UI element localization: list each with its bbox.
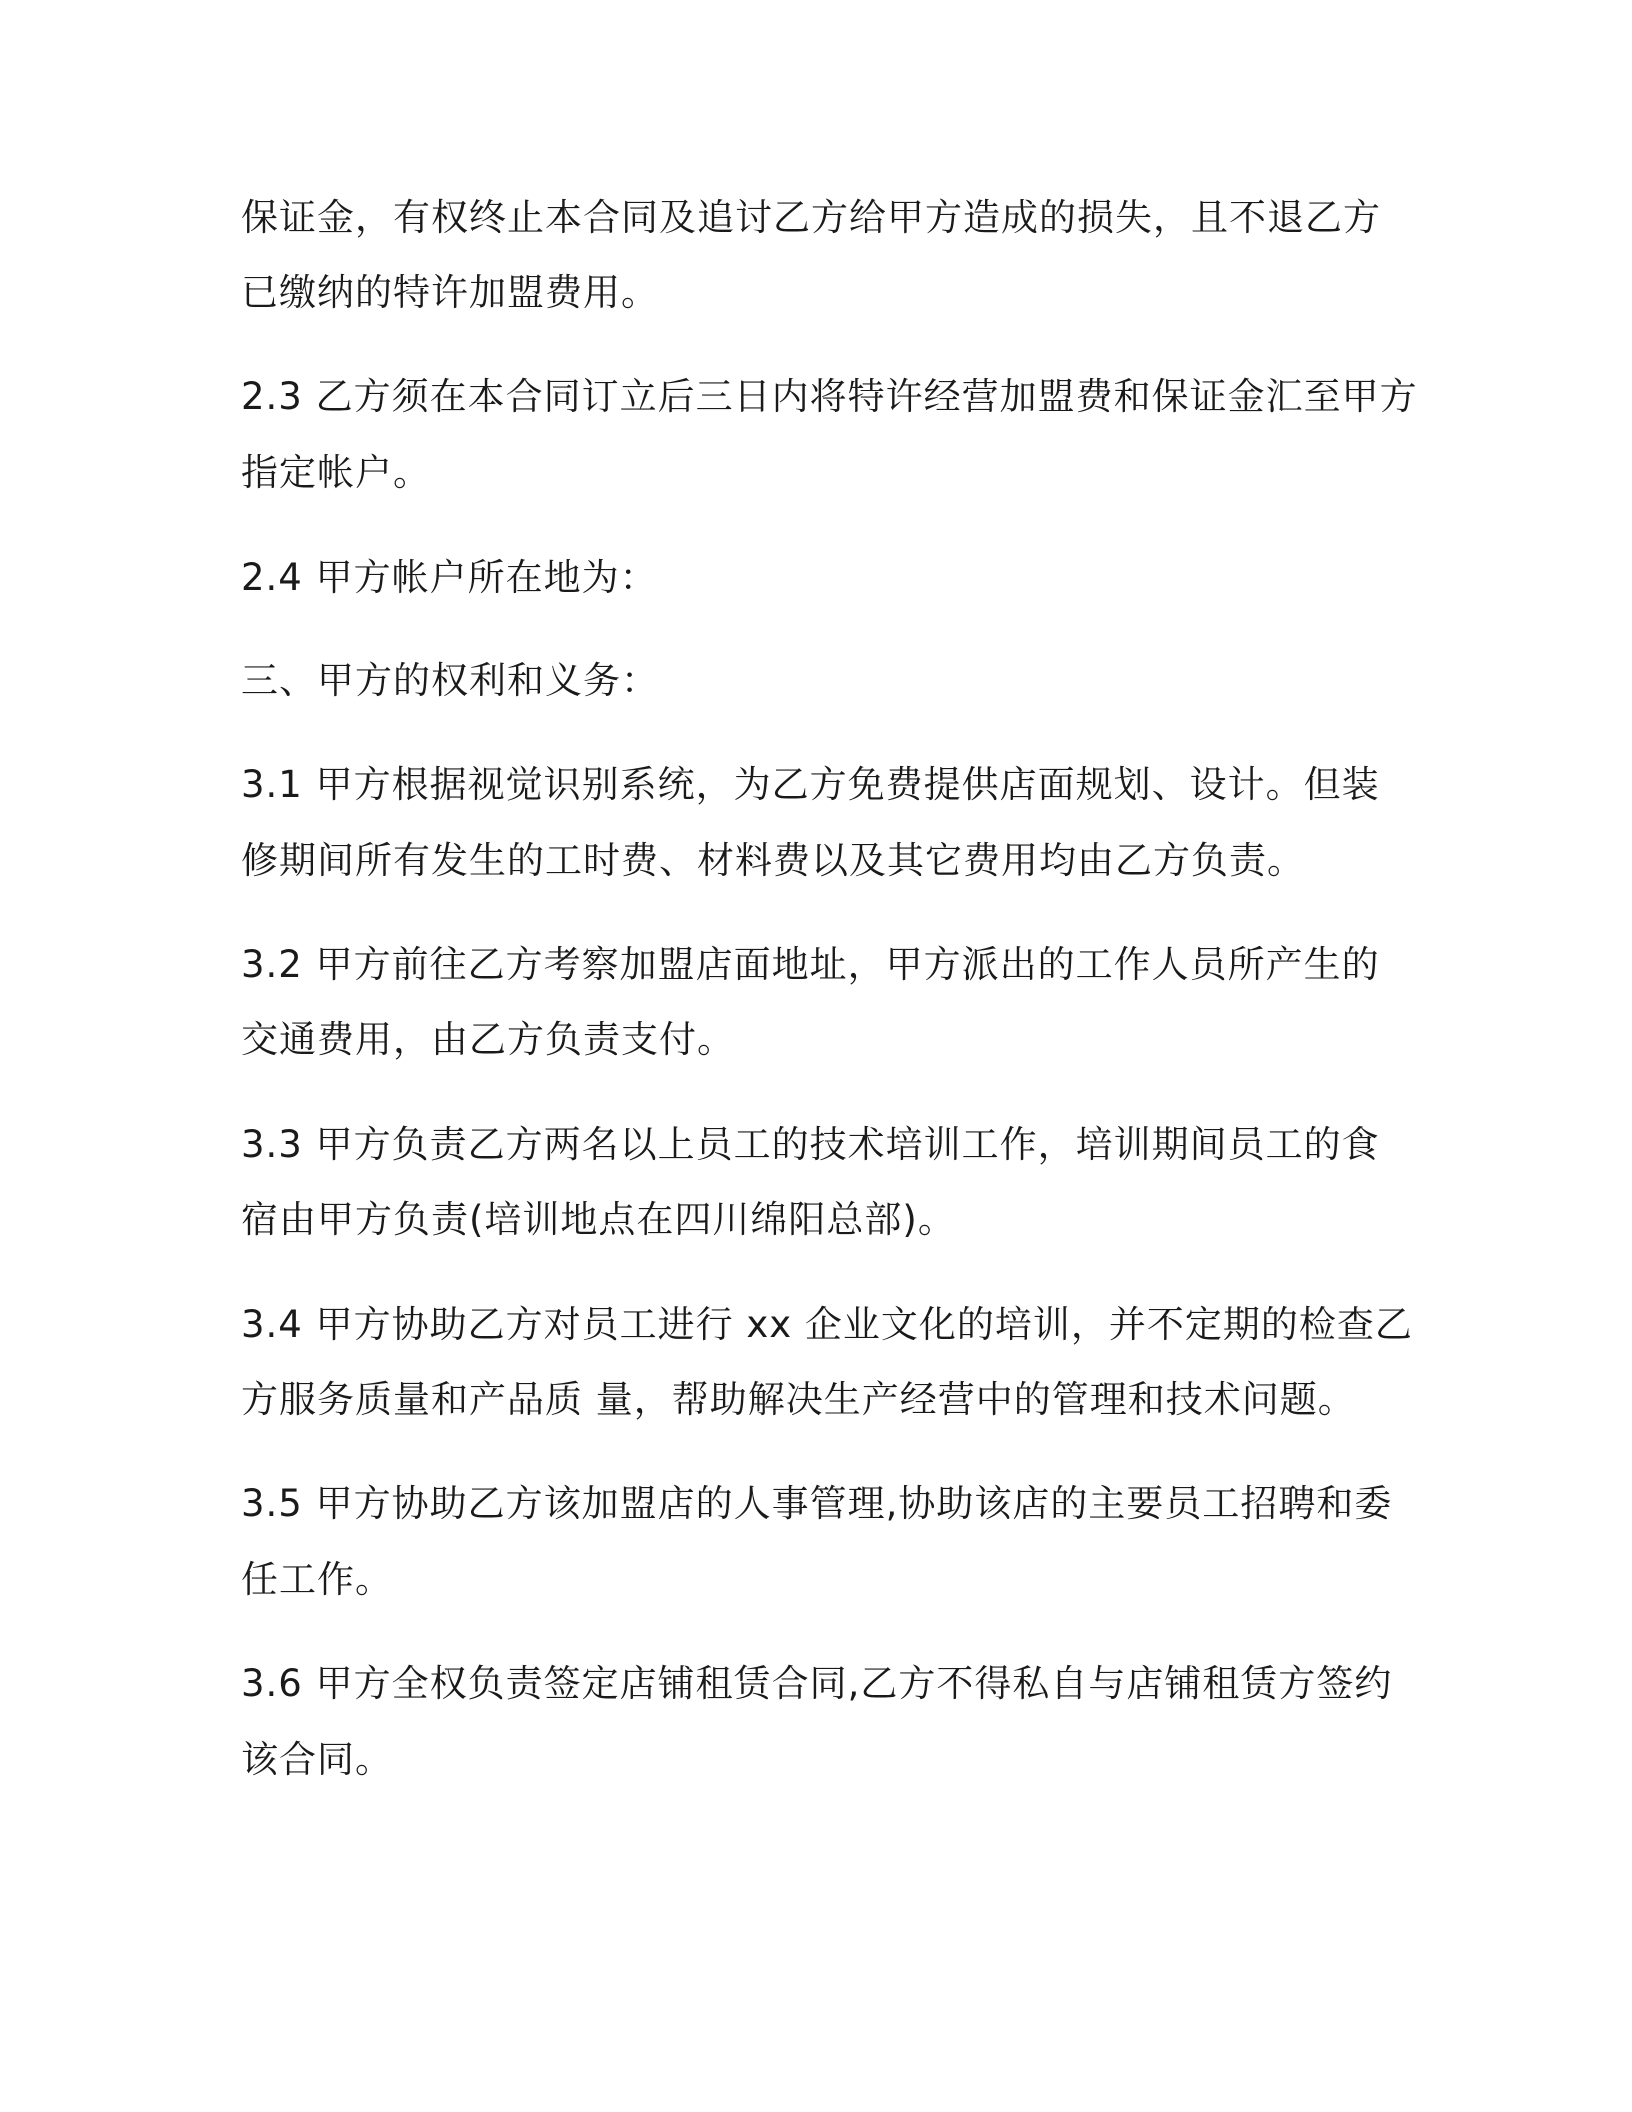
paragraph-3-1-line-1: 3.1 甲方根据视觉识别系统，为乙方免费提供店面规划、设计。但装: [241, 763, 1380, 806]
paragraph-3-4-line-2: 方服务质量和产品质 量，帮助解决生产经营中的管理和技术问题。: [241, 1378, 1356, 1421]
section-3-heading: 三、甲方的权利和义务：: [241, 659, 659, 702]
paragraph-3-3-line-2: 宿由甲方负责(培训地点在四川绵阳总部)。: [241, 1198, 956, 1241]
paragraph-1-line-1: 保证金，有权终止本合同及追讨乙方给甲方造成的损失，且不退乙方: [241, 196, 1381, 239]
paragraph-3-5-line-1: 3.5 甲方协助乙方该加盟店的人事管理,协助该店的主要员工招聘和委: [241, 1482, 1393, 1525]
paragraph-2-3-line-2: 指定帐户。: [241, 451, 431, 494]
paragraph-3-3-line-1: 3.3 甲方负责乙方两名以上员工的技术培训工作，培训期间员工的食: [241, 1123, 1380, 1166]
paragraph-2-4-line-1: 2.4 甲方帐户所在地为：: [241, 556, 658, 599]
paragraph-3-2-line-1: 3.2 甲方前往乙方考察加盟店面地址，甲方派出的工作人员所产生的: [241, 943, 1380, 986]
paragraph-2-3-line-1: 2.3 乙方须在本合同订立后三日内将特许经营加盟费和保证金汇至甲方: [241, 375, 1418, 418]
paragraph-3-6-line-1: 3.6 甲方全权负责签定店铺租赁合同,乙方不得私自与店铺租赁方签约: [241, 1662, 1393, 1705]
paragraph-1-line-2: 已缴纳的特许加盟费用。: [241, 271, 659, 314]
paragraph-3-1-line-2: 修期间所有发生的工时费、材料费以及其它费用均由乙方负责。: [241, 839, 1305, 882]
paragraph-3-6-line-2: 该合同。: [241, 1738, 393, 1781]
paragraph-3-4-line-1: 3.4 甲方协助乙方对员工进行 xx 企业文化的培训，并不定期的检查乙: [241, 1303, 1413, 1346]
paragraph-3-2-line-2: 交通费用，由乙方负责支付。: [241, 1018, 735, 1061]
paragraph-3-5-line-2: 任工作。: [241, 1558, 393, 1601]
